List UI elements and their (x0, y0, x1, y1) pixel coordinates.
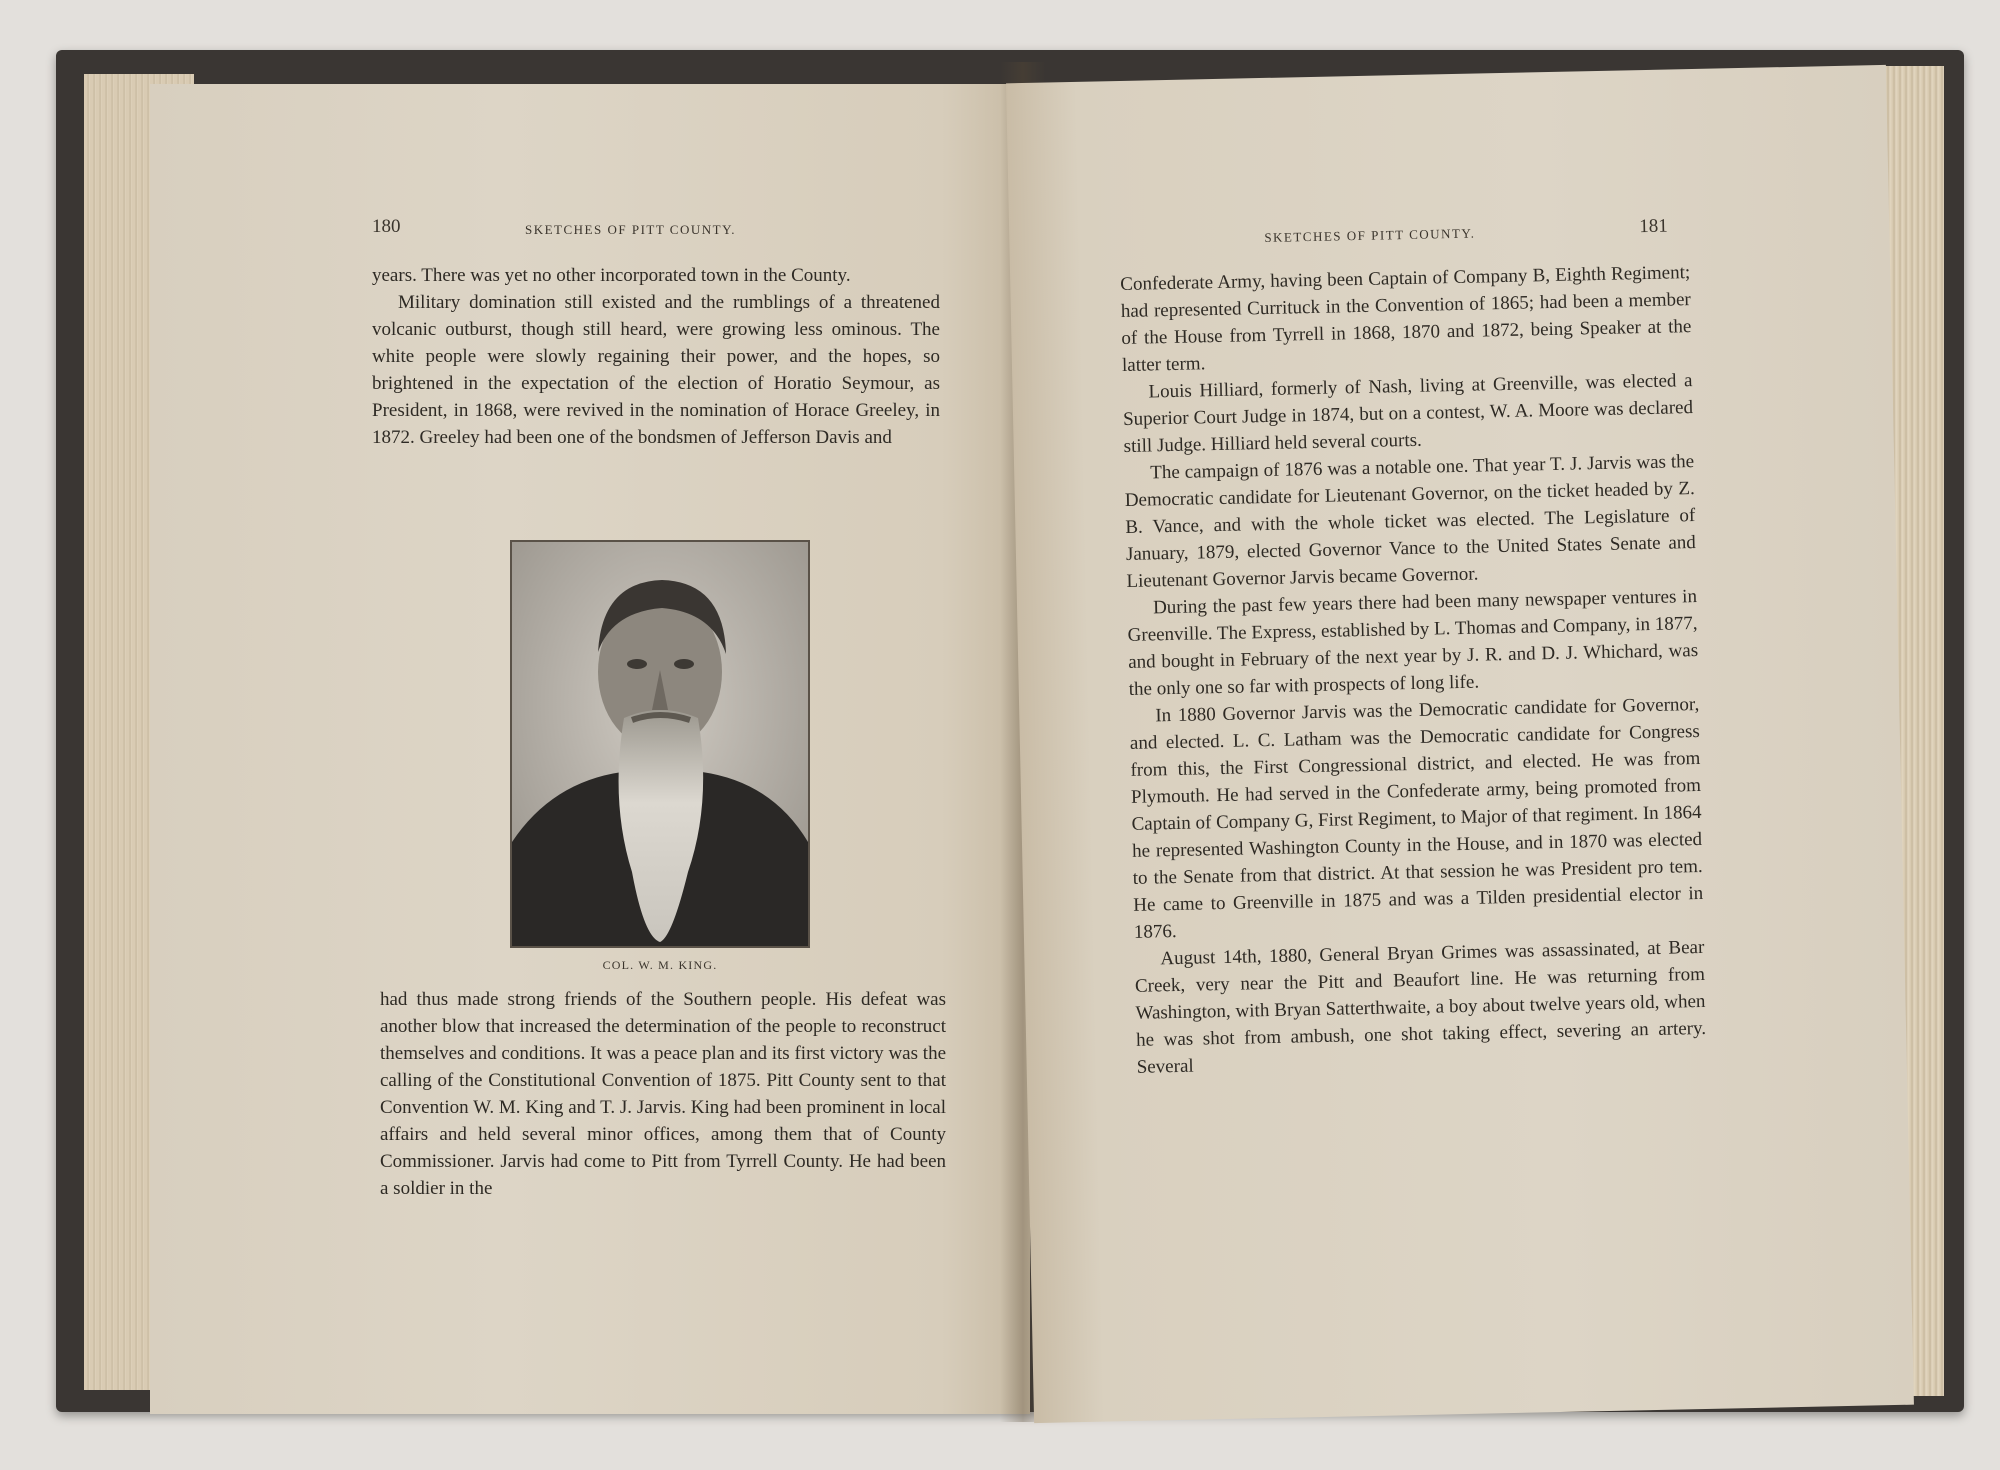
paragraph: years. There was yet no other incorporated town in the County. (372, 265, 851, 286)
right-page-header (1009, 215, 1889, 245)
left-text-top (372, 262, 940, 451)
paragraph: August 14th, 1880, General Bryan Grimes was assassinated, at Bear Creek, very near the Pitt and Beaufort line. He was returning from Washington, with Bryan Satterthwaite, a boy about twelve years old, when he was shot from ambush, one shot taking effect, severing an artery. Several (1134, 936, 1707, 1078)
paragraph: During the past few years there had been many newspaper ventures in Greenville. The Express, established by L. Thomas and Company, in 1877, and bought in February of the next year by J. R. and D. J. Whichard, was the only one so far with prospects of long life. (1127, 586, 1699, 700)
left-text-bottom (380, 986, 946, 1202)
paragraph: Louis Hilliard, formerly of Nash, living at Greenville, was elected a Superior Court Judge in 1874, but on a contest, W. A. Moore was declared still Judge. Hilliard held several courts. (1122, 370, 1694, 457)
right-page (1006, 65, 1914, 1423)
left-running-head: SKETCHES OF PITT COUNTY. (525, 222, 737, 237)
right-running-head: SKETCHES OF PITT COUNTY. (1264, 225, 1476, 245)
right-text (1120, 259, 1707, 1081)
portrait-photo (510, 540, 810, 948)
paragraph: Confederate Army, having been Captain of Company B, Eighth Regiment; had represented Currituck in the Convention of 1865; had been a member of the House from Tyrrell in 1868, 1870 and 1872, being Speaker at the latter term. (1120, 262, 1692, 376)
paragraph: Military domination still existed and the rumblings of a threatened volcanic outburst, though still heard, were growing less ominous. The white people were slowly regaining their power, and the hopes, so brightened in the expectation of the election of Horatio Seymour, as President, in 1868, were revived in the nomination of Horace Greeley, in 1872. Greeley had been one of the bondsmen of Jefferson Davis and (372, 292, 940, 448)
left-page (150, 84, 1030, 1414)
paragraph: had thus made strong friends of the Southern people. His defeat was another blow that increased the determination of the people to reconstruct themselves and conditions. It was a peace plan and its first victory was the calling of the Constitutional Convention of 1875. Pitt County sent to that Convention W. M. King and T. J. Jarvis. King had been prominent in local affairs and held several minor offices, among them that of County Commissioner. Jarvis had come to Pitt from Tyrrell County. He had been a soldier in the (380, 989, 946, 1199)
right-page-number: 181 (1638, 215, 1668, 238)
paragraph: The campaign of 1876 was a notable one. That year T. J. Jarvis was the Democratic candidate for Lieutenant Governor, on the ticket headed by Z. B. Vance, and with the whole ticket was elected. The Legislature of January, 1879, elected Governor Vance to the United States Senate and Lieutenant Governor Jarvis became Governor. (1124, 451, 1697, 592)
portrait-illustration (512, 542, 808, 946)
paragraph: In 1880 Governor Jarvis was the Democratic candidate for Governor, and elected. L. C. Latham was the Democratic candidate for Congress from this, the First Congressional district, and elected. He was from Plymouth. He had served in the Confederate army, being promoted from Captain of Company G, First Regiment, to Major of that regiment. In 1864 he represented Washington County in the House, and in 1870 was elected to the Senate from that district. At that session he was President pro tem. He came to Greenville in 1875 and was a Tilden presidential elector in 1876. (1129, 693, 1704, 943)
left-page-number: 180 (372, 216, 401, 237)
portrait-caption: COL. W. M. KING. (602, 958, 718, 972)
